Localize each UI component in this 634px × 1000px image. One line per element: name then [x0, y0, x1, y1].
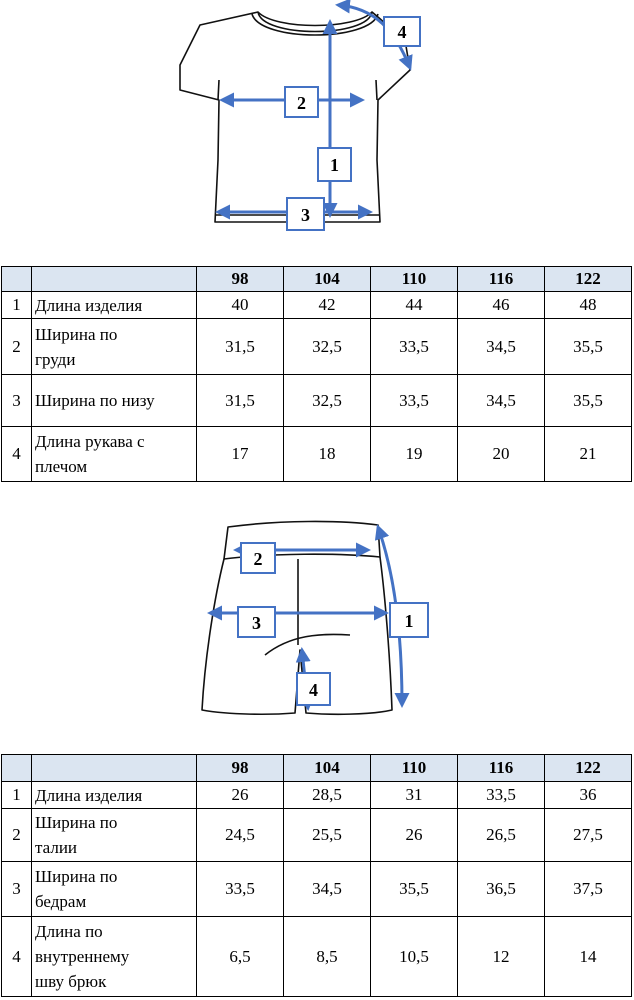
row-number: 2: [2, 319, 32, 375]
header-empty-num: [2, 755, 32, 782]
header-size: 98: [197, 267, 284, 292]
row-number: 4: [2, 427, 32, 482]
row-value: 36,5: [458, 862, 545, 917]
row-value: 35,5: [545, 375, 632, 427]
row-value: 44: [371, 292, 458, 319]
row-number: 1: [2, 292, 32, 319]
row-value: 19: [371, 427, 458, 482]
row-label: Ширина по груди: [32, 319, 197, 375]
svg-text:1: 1: [404, 611, 414, 631]
header-empty-label: [32, 267, 197, 292]
row-value: 10,5: [371, 917, 458, 997]
tshirt-diagram: [0, 0, 634, 240]
row-value: 48: [545, 292, 632, 319]
svg-text:1: 1: [330, 155, 339, 175]
header-size: 116: [458, 755, 545, 782]
svg-text:2: 2: [297, 93, 306, 113]
row-value: 31,5: [197, 319, 284, 375]
row-value: 33,5: [197, 862, 284, 917]
shorts-diagram: [0, 515, 634, 720]
row-value: 24,5: [197, 809, 284, 862]
marker-box-2: [241, 543, 275, 573]
row-number: 4: [2, 917, 32, 997]
row-value: 12: [458, 917, 545, 997]
table-row: [2, 292, 632, 319]
svg-text:4: 4: [397, 22, 407, 42]
row-value: 33,5: [458, 782, 545, 809]
header-size: 104: [284, 267, 371, 292]
table-row: [2, 427, 632, 482]
row-value: 8,5: [284, 917, 371, 997]
row-value: 31,5: [197, 375, 284, 427]
row-value: 31: [371, 782, 458, 809]
row-value: 21: [545, 427, 632, 482]
svg-text:3: 3: [252, 613, 261, 633]
marker-box-3: [287, 198, 324, 230]
header-size: 98: [197, 755, 284, 782]
row-label: Длина по внутреннему шву брюк: [32, 917, 197, 997]
marker-box-1: [390, 603, 428, 637]
marker-box-2: [285, 87, 318, 117]
table-header-row: [2, 267, 632, 292]
row-number: 1: [2, 782, 32, 809]
row-value: 40: [197, 292, 284, 319]
row-value: 27,5: [545, 809, 632, 862]
svg-text:2: 2: [253, 549, 263, 569]
row-label: Ширина по низу: [32, 375, 197, 427]
table-row: [2, 917, 632, 997]
row-value: 32,5: [284, 375, 371, 427]
row-label: Длина изделия: [32, 782, 197, 809]
row-value: 46: [458, 292, 545, 319]
row-value: 25,5: [284, 809, 371, 862]
header-size: 122: [545, 755, 632, 782]
header-empty-label: [32, 755, 197, 782]
row-value: 20: [458, 427, 545, 482]
row-value: 34,5: [284, 862, 371, 917]
row-value: 36: [545, 782, 632, 809]
row-value: 26: [371, 809, 458, 862]
row-value: 42: [284, 292, 371, 319]
header-size: 110: [371, 755, 458, 782]
row-label: Ширина по талии: [32, 809, 197, 862]
header-size: 104: [284, 755, 371, 782]
header-size: 110: [371, 267, 458, 292]
row-value: 33,5: [371, 375, 458, 427]
marker-box-3: [238, 607, 275, 637]
row-value: 28,5: [284, 782, 371, 809]
row-number: 2: [2, 809, 32, 862]
row-value: 14: [545, 917, 632, 997]
svg-text:3: 3: [301, 205, 310, 225]
row-value: 18: [284, 427, 371, 482]
row-value: 37,5: [545, 862, 632, 917]
row-number: 3: [2, 375, 32, 427]
header-size: 116: [458, 267, 545, 292]
table-row: [2, 862, 632, 917]
shorts-size-table: [1, 754, 632, 997]
header-size: 122: [545, 267, 632, 292]
table-row: [2, 782, 632, 809]
row-label: Ширина по бедрам: [32, 862, 197, 917]
row-label: Длина рукава с плечом: [32, 427, 197, 482]
svg-text:4: 4: [309, 680, 318, 700]
row-value: 6,5: [197, 917, 284, 997]
row-value: 26: [197, 782, 284, 809]
row-value: 33,5: [371, 319, 458, 375]
marker-box-1: [318, 148, 351, 181]
table-row: [2, 319, 632, 375]
row-label: Длина изделия: [32, 292, 197, 319]
marker-box-4: [384, 17, 420, 46]
row-value: 34,5: [458, 319, 545, 375]
row-value: 17: [197, 427, 284, 482]
row-value: 35,5: [545, 319, 632, 375]
tshirt-size-table: [1, 266, 632, 482]
row-value: 26,5: [458, 809, 545, 862]
row-value: 32,5: [284, 319, 371, 375]
marker-box-4: [297, 673, 330, 705]
table-header-row: [2, 755, 632, 782]
row-value: 34,5: [458, 375, 545, 427]
row-value: 35,5: [371, 862, 458, 917]
table-row: [2, 809, 632, 862]
row-number: 3: [2, 862, 32, 917]
header-empty-num: [2, 267, 32, 292]
table-row: [2, 375, 632, 427]
